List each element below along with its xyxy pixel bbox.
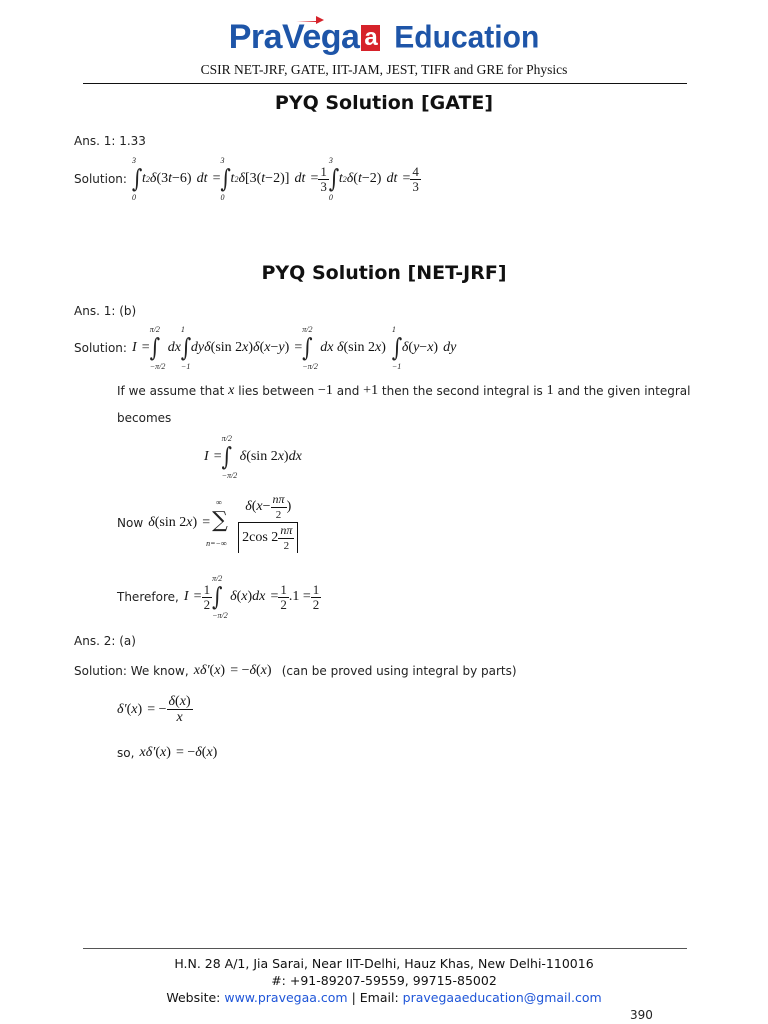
assume-text-3: and [336, 384, 360, 398]
gate-solution-label: Solution: [74, 172, 127, 186]
footer-phone: #: +91-89207-59559, 99715-85002 [271, 973, 497, 988]
assume-text-1: If we assume that [117, 384, 225, 398]
website-label: Website: [166, 990, 221, 1005]
page-number: 390 [630, 1008, 653, 1022]
net-solution-equation: Solution: I = π/2 ∫ −π/2 dx 1 ∫ −1 dyδ (sin 2 x ) δ ( x − y ) = π/2 ∫ −π/2 dx δ (sin 2 x ) 1 ∫ −1 δ ( y − x ) dy [74, 325, 457, 371]
logo-box: a [361, 25, 380, 51]
assume-text-2: lies between [238, 384, 315, 398]
reduced-integral: I = π/2 ∫ −π/2 δ (sin 2 x ) dx [204, 434, 302, 480]
header-divider [83, 83, 687, 84]
assume-text-4: then the second integral is [381, 384, 543, 398]
solution-2-label: Solution: We know, [74, 663, 189, 678]
therefore-equation: Therefore, I = $\frac{1}{2}$ π/2 ∫ −π/2 δ ( x ) dx = $\frac{1}{2}$ .1 = $\frac{1}{2}$ [117, 574, 320, 620]
so-label: so, [117, 745, 135, 760]
email-link[interactable]: pravegaaeducation@gmail.com [402, 990, 602, 1005]
gate-solution-equation: Solution: 3 ∫ 0 t 2 δ (3 t −6) dt = 3 ∫ 0 t 2 δ [3( t −2)] dt = $\frac{1}{3}$ 3 ∫ 0 t 2 δ ( t −2) dt = $\frac{4}{3}$ [74, 156, 419, 202]
footer-address: H.N. 28 A/1, Jia Sarai, Near IIT-Delhi, Hauz Khas, New Delhi-110016 [174, 956, 594, 971]
footer-contact [0, 990, 768, 1005]
net-solution-label: Solution: [74, 341, 127, 355]
assumption-text: If we assume that x lies between −1 and +1 then the second integral is 1 and the given integral [117, 383, 691, 398]
so-equation: so, xδ′ ( x ) = − δ ( x ) [117, 744, 218, 760]
now-label: Now [117, 515, 144, 530]
derivative-relation: δ′ ( x ) = − $\frac{\delta(x)}{x}$ [117, 694, 191, 725]
gate-section-title: PYQ Solution [GATE] [274, 92, 494, 114]
net-answer-2: Ans. 2: (a) [74, 634, 136, 648]
therefore-label: Therefore, [117, 590, 179, 604]
logo-wordmark: PraVega a [229, 18, 381, 57]
becomes-text: becomes [117, 411, 172, 425]
website-link[interactable]: www.pravegaa.com [224, 990, 348, 1005]
brand-logo [0, 18, 768, 57]
assume-text-5: and the given integral [557, 384, 691, 398]
net-section-title: PYQ Solution [NET-JRF] [261, 262, 507, 284]
email-label: | Email: [351, 990, 399, 1005]
net-answer-1: Ans. 1: (b) [74, 304, 137, 318]
footer-divider [83, 948, 687, 949]
logo-education: Education [394, 19, 540, 55]
solution-2-note: (can be proved using integral by parts) [281, 663, 517, 678]
gate-answer-1: Ans. 1: 1.33 [74, 134, 146, 148]
net-solution-2: Solution: We know, xδ′ ( x ) = − δ ( x ) (can be proved using integral by parts) [74, 662, 517, 678]
delta-expansion: Now δ (sin 2 x ) = ∞ ∑ n=−∞ δ(x− $\frac{n\pi}{2}$ ) 2cos 2 $\frac{n\pi}{2}$ [117, 492, 298, 553]
tagline: CSIR NET-JRF, GATE, IIT-JAM, JEST, TIFR and GRE for Physics [200, 62, 568, 77]
